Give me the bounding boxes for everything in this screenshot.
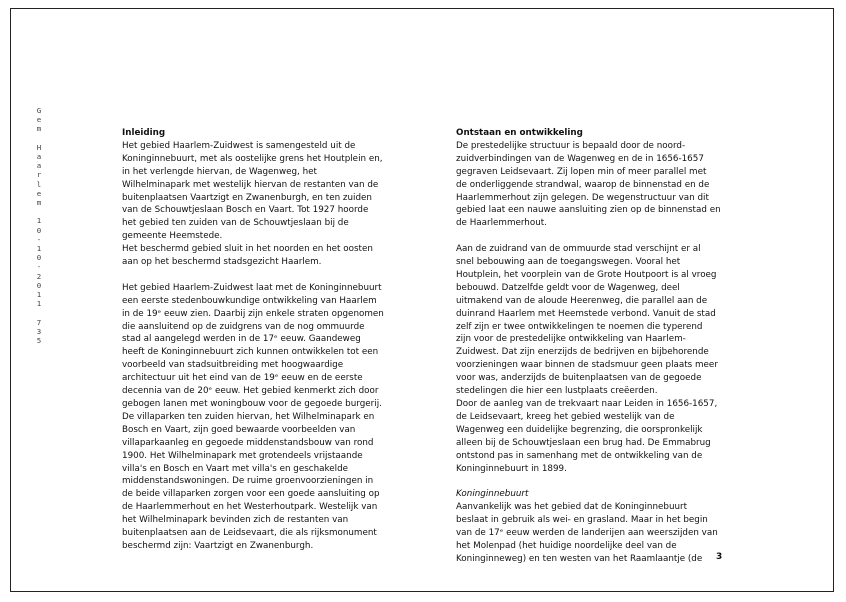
stamp-char [34, 134, 44, 143]
paragraph: Aanvankelijk was het gebied dat de Koninginnebuurt beslaat in gebruik als wei- en grasland. Maar in het begin van de 17ᵉ eeuw werden de landerijen aan weerszijden van het Molenpad (het huidige noordelijke deel van de Koninginneweg) en ten westen van het Raamlaantje (de [456, 502, 718, 564]
stamp-char: H [36, 142, 42, 152]
stamp-char: r [36, 170, 42, 180]
stamp-char: m [36, 198, 42, 208]
stamp-char: l [36, 179, 42, 189]
paragraph: De prestedelijke structuur is bepaald door de noord- zuidverbindingen van de Wagenweg en de in 1656-1657 gegraven Leidsevaart. Zij lopen min of meer parallel met de onderliggende strandwal, waarop de binnenstad en de Haarlemmerhout zijn gelegen. De wegenstructuur van dit gebied laat een nauwe aansluiting zien op de binnenstad en de Haarlemmerhout. [456, 140, 721, 229]
stamp-char: 5 [36, 336, 42, 346]
page-number: 3 [716, 552, 723, 562]
stamp-char: 1 [36, 244, 42, 254]
left-column [122, 127, 404, 553]
stamp-char [34, 308, 44, 317]
side-stamp [34, 106, 44, 345]
stamp-char: 3 [36, 326, 42, 336]
stamp-char: 1 [36, 299, 42, 309]
stamp-char: 0 [36, 253, 42, 263]
section-heading-inleiding: Inleiding [122, 128, 166, 138]
stamp-char: 0 [36, 280, 42, 290]
stamp-char: a [36, 161, 42, 171]
paragraph: Aan de zuidrand van de ommuurde stad verschijnt er al snel bebouwing aan de toegangswegen. Vooral het Houtplein, het voorplein van de Grote Houtpoort is al vroeg bebouwd. Datzelfde geldt voor de Wagenweg, deel uitmakend van de aloude Heerenweg, die parallel aan de duinrand Haarlem met Heemstede verbond. Vanuit de stad zelf zijn er twee ontwikkelingen te noemen die typerend zijn voor de prestedelijke ontwikkeling van Haarlem- Zuidwest. Dat zijn enerzijds de bedrijven en bijbehorende voorzieningen waar binnen de stadsmuur geen plaats meer voor was, anderzijds de buitenplaatsen van de gegoede stedelingen die hier een lustplaats creëerden. Door de aanleg van de trekvaart naar Leiden in 1656-1657, de Leidsevaart, kreeg het gebied westelijk van de Wagenweg een duidelijke begrenzing, die oorspronkelijk alleen bij de Schouwtjeslaan een brug had. De Emmabrug ontstond pas in samenhang met de ontwikkeling van de Koninginnebuurt in 1899. [456, 244, 718, 474]
section-heading-ontstaan: Ontstaan en ontwikkeling [456, 128, 583, 138]
stamp-char: - [36, 262, 42, 272]
stamp-char: a [36, 152, 42, 162]
stamp-char [34, 207, 44, 216]
stamp-char: 1 [36, 290, 42, 300]
stamp-char: - [36, 234, 42, 244]
stamp-char: 0 [36, 225, 42, 235]
stamp-char: m [36, 124, 42, 134]
stamp-char: 1 [36, 216, 42, 226]
stamp-char: 7 [36, 317, 42, 327]
stamp-char: 2 [36, 271, 42, 281]
paragraph: Het gebied Haarlem-Zuidwest laat met de Koninginnebuurt een eerste stedenbouwkundige ontwikkeling van Haarlem in de 19ᵉ eeuw zien. Daarbij zijn enkele straten opgenomen die aansluitend op de zuidgrens van de nog ommuurde stad al aangelegd werden in de 17ᵉ eeuw. Gaandeweg heeft de Koninginnebuurt zich kunnen ontwikkelen tot een voorbeeld van stadsuitbreiding met hoogwaardige architectuur uit het eind van de 19ᵉ eeuw en de eerste decennia van de 20ᵉ eeuw. Het gebied kenmerkt zich door gebogen lanen met woningbouw voor de gegoede burgerij. De villaparken ten zuiden hiervan, het Wilhelminapark en Bosch en Vaart, zijn goed bewaarde voorbeelden van villaparkaanleg en gegoede middenstandsbouw van rond 1900. Het Wilhelminapark met grotendeels vrijstaande villa's en Bosch en Vaart met villa's en geschakelde middenstandswoningen. De ruime groenvoorzieningen in de beide villaparken zorgen voor een goede aansluiting op de Haarlemmerhout en het Westerhoutpark. Westelijk van het Wilhelminapark bevinden zich de restanten van buitenplaatsen aan de Leidsevaart, die als rijksmonument beschermd zijn: Vaartzigt en Zwanenburgh. [122, 282, 384, 551]
stamp-char: e [36, 188, 42, 198]
paragraph: Het gebied Haarlem-Zuidwest is samengesteld uit de Koninginnebuurt, met als oostelijke grens het Houtplein en, in het verlengde hiervan, de Wagenweg, het Wilhelminapark met westelijk hiervan de restanten van de buitenplaatsen Vaartzigt en Zwanenburgh, en ten zuiden van de Schouwtjeslaan Bosch en Vaart. Tot 1927 hoorde het gebied ten zuiden van de Schouwtjeslaan bij de gemeente Heemstede. Het beschermd gebied sluit in het noorden en het oosten aan op het beschermd stadsgezicht Haarlem. [122, 140, 383, 268]
stamp-char: e [36, 115, 42, 125]
right-column [456, 127, 738, 566]
subheading-koninginnebuurt: Koninginnebuurt [456, 489, 529, 500]
stamp-char: G [36, 106, 42, 115]
